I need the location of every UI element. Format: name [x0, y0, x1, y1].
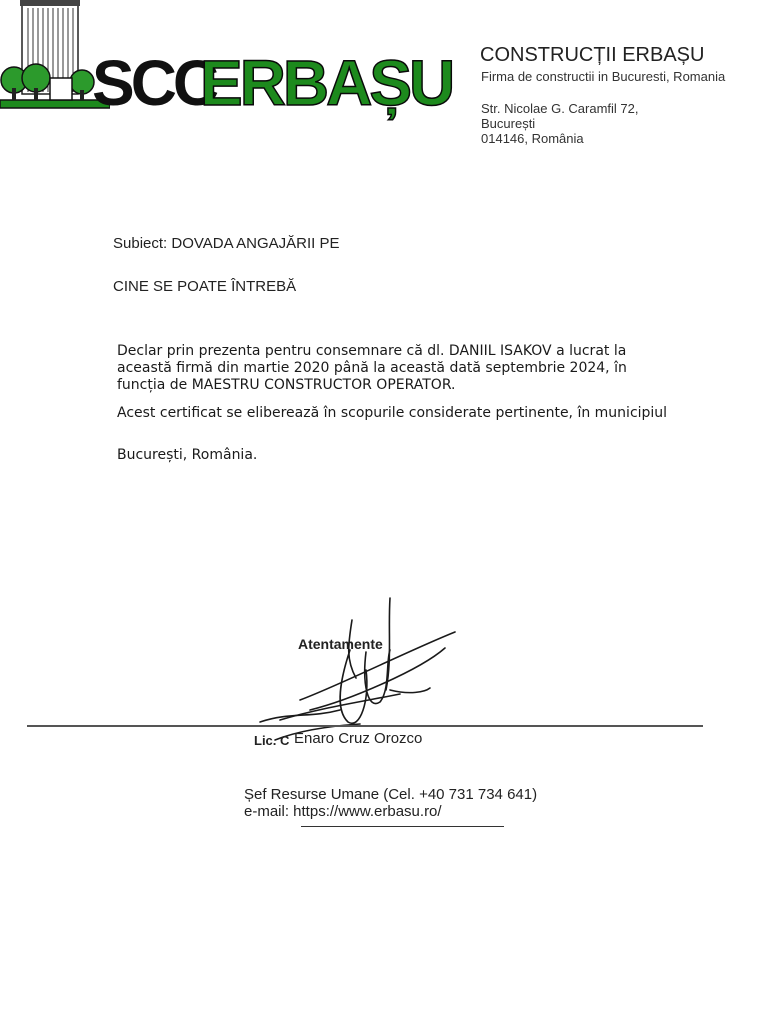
address-city: București [481, 116, 536, 131]
address-street: Str. Nicolae G. Caramfil 72, [481, 101, 639, 116]
letter-recipient: CINE SE POATE ÎNTREBĂ [113, 278, 297, 295]
signatory-name: Enaro Cruz Orozco [294, 730, 423, 747]
logo-brand: ERBAȘU [200, 47, 453, 119]
email-underline [301, 826, 504, 827]
body-paragraph-2: Acest certificat se eliberează în scopurile considerate pertinente, în municipiul [117, 405, 668, 421]
body-paragraph-1: Declar prin prezenta pentru consemnare că dl. DANIIL ISAKOV a lucrat la această firmă din martie 2020 până la această dată septembrie 2024, în funcția de MAESTRU CONSTRUCTOR OPERATOR. [117, 343, 627, 393]
logo-prefix: SCC [92, 47, 216, 119]
company-logo [0, 0, 453, 125]
signature-rule [27, 725, 703, 727]
letter-subject: Subiect: DOVADA ANGAJĂRII PE [113, 235, 340, 252]
closing-text: Atentamente [298, 636, 383, 652]
signatory-email[interactable]: e-mail: https://www.erbasu.ro/ [244, 803, 442, 820]
signatory-title-prefix: Lic. C [254, 733, 290, 748]
company-name: CONSTRUCȚII ERBAȘU [480, 44, 705, 66]
address-zip: 014146, România [481, 131, 584, 146]
signatory-role: Șef Resurse Umane (Cel. +40 731 734 641) [244, 786, 538, 803]
body-paragraph-3: București, România. [117, 447, 258, 463]
company-tagline: Firma de constructii in Bucuresti, Romania [481, 69, 726, 84]
